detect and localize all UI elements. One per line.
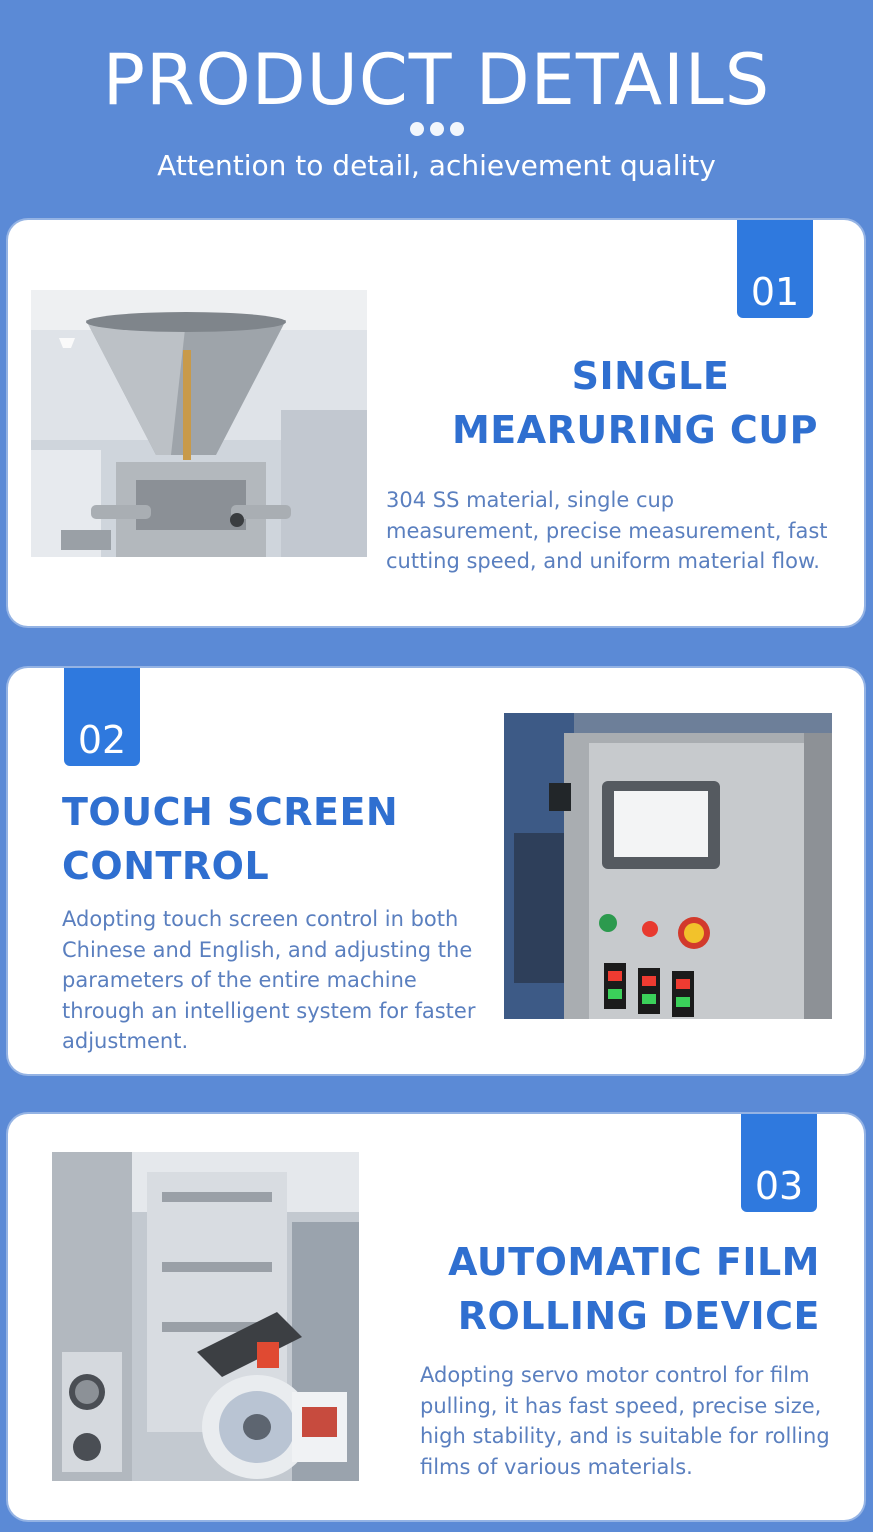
- feature-title-line1: AUTOMATIC FILM: [448, 1240, 820, 1284]
- feature-number-badge: 01: [737, 220, 813, 318]
- dot-icon: [450, 122, 464, 136]
- feature-card-03: [8, 1114, 864, 1520]
- feature-card-01: [8, 220, 864, 626]
- measuring-cup-photo: [31, 290, 367, 557]
- feature-description: 304 SS material, single cup measurement, precise measurement, fast cutting speed, and uniform material flow.: [386, 488, 828, 573]
- feature-title-line1: SINGLE: [571, 354, 730, 398]
- feature-title: [62, 785, 482, 893]
- feature-title-line2: ROLLING DEVICE: [457, 1294, 820, 1338]
- feature-title-line2: MEARURING CUP: [451, 408, 818, 452]
- film-roll-photo: [52, 1152, 359, 1481]
- dot-icon: [410, 122, 424, 136]
- page-subtitle: Attention to detail, achievement quality: [157, 149, 716, 182]
- feature-title-line2: CONTROL: [62, 844, 270, 888]
- feature-number-badge: 03: [741, 1114, 817, 1212]
- dot-icon: [430, 122, 444, 136]
- feature-card-02: [8, 668, 864, 1074]
- feature-title: [388, 349, 833, 457]
- feature-title: [388, 1235, 820, 1343]
- control-panel-photo: [504, 713, 832, 1019]
- decorative-dots: [0, 122, 873, 136]
- page-title: PRODUCT DETAILS: [102, 39, 771, 121]
- feature-description: Adopting touch screen control in both Chinese and English, and adjusting the parameters of the entire machine through an intelligent system for faster adjustment.: [62, 907, 476, 1053]
- feature-description: Adopting servo motor control for film pulling, it has fast speed, precise size, high stability, and is suitable for rolling films of various materials.: [420, 1363, 830, 1479]
- feature-title-line1: TOUCH SCREEN: [62, 790, 399, 834]
- page-header: [0, 0, 873, 215]
- feature-number-badge: 02: [64, 668, 140, 766]
